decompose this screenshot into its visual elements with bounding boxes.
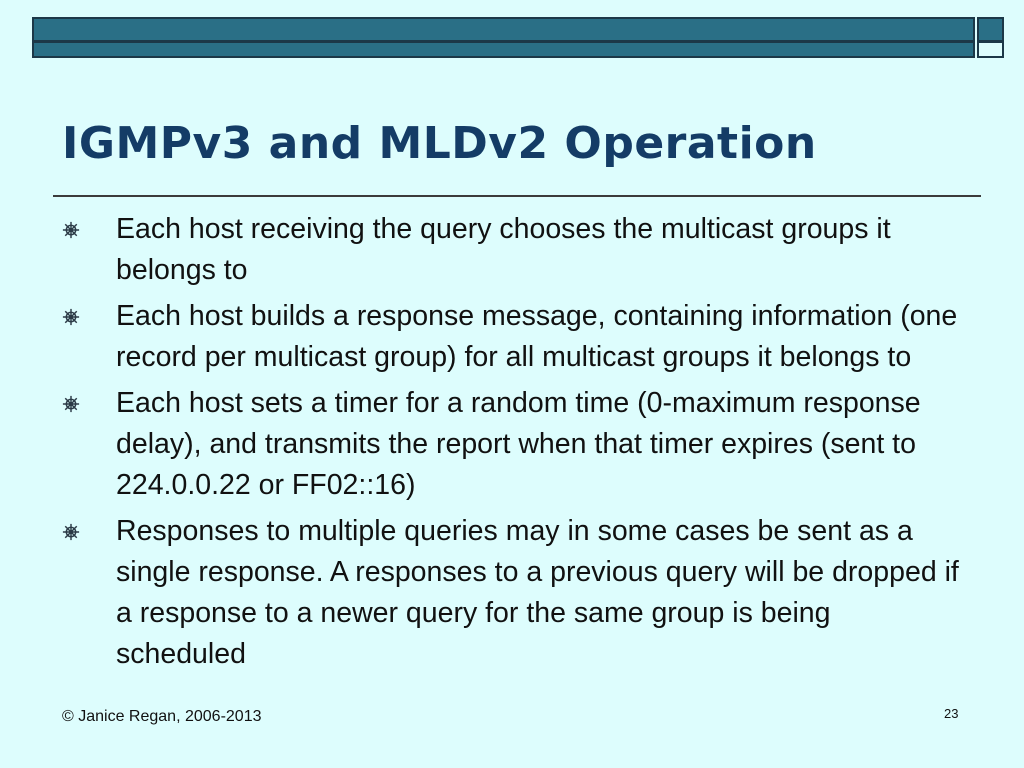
ship-wheel-bullet-icon [62, 308, 80, 326]
header-bar-corner-bottom [977, 42, 1004, 58]
header-bar-thin [32, 42, 975, 58]
header-bar-corner-top [977, 17, 1004, 42]
ship-wheel-bullet-icon [62, 395, 80, 413]
ship-wheel-bullet-icon [62, 221, 80, 239]
bullet-item [62, 296, 967, 378]
bullet-item [62, 511, 967, 675]
bullet-text: Each host sets a timer for a random time (0-maximum response delay), and transmits the report when that timer expires (sent to 224.0.0.22 or FF02::16) [116, 387, 921, 501]
ship-wheel-bullet-icon [62, 523, 80, 541]
page-number: 23 [944, 706, 959, 721]
bullet-list [62, 209, 967, 680]
bullet-text: Each host builds a response message, containing information (one record per multicast group) for all multicast groups it belongs to [116, 300, 958, 373]
title-divider [53, 195, 981, 197]
bullet-item [62, 209, 967, 291]
copyright-footer: © Janice Regan, 2006-2013 [62, 708, 262, 725]
header-bar-main [32, 17, 975, 42]
bullet-text: Each host receiving the query chooses the multicast groups it belongs to [116, 213, 891, 286]
bullet-item [62, 383, 967, 506]
slide-title: IGMPv3 and MLDv2 Operation [62, 118, 817, 169]
bullet-text: Responses to multiple queries may in some cases be sent as a single response. A responses to a previous query will be dropped if a response to a newer query for the same group is being scheduled [116, 515, 959, 670]
